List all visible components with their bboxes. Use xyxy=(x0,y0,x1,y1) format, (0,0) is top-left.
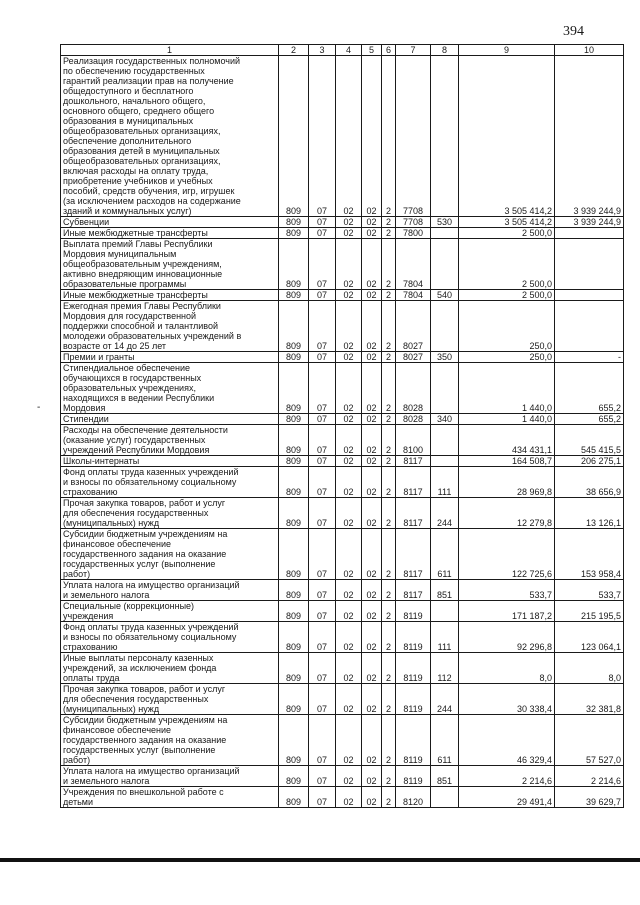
table-row xyxy=(61,684,624,715)
cell-col-8: 111 xyxy=(431,622,459,653)
cell-col-10 xyxy=(555,301,624,352)
table-row xyxy=(61,56,624,217)
cell-col-2: 809 xyxy=(279,425,309,456)
cell-col-3: 07 xyxy=(309,715,336,766)
row-description: Субсидии бюджетным учреждениям на финансовое обеспечение государственного задания на оказание государственных услуг (выполнение работ) xyxy=(61,715,279,766)
cell-col-10: 2 214,6 xyxy=(555,766,624,787)
cell-col-5: 02 xyxy=(362,363,382,414)
cell-col-10: 3 939 244,9 xyxy=(555,217,624,228)
cell-col-10: 57 527,0 xyxy=(555,715,624,766)
row-description: Субвенции xyxy=(61,217,279,228)
cell-col-6: 2 xyxy=(382,56,396,217)
table-row xyxy=(61,217,624,228)
cell-col-7: 7804 xyxy=(396,290,431,301)
cell-col-8 xyxy=(431,425,459,456)
table-row xyxy=(61,301,624,352)
cell-col-2: 809 xyxy=(279,498,309,529)
cell-col-4: 02 xyxy=(336,601,362,622)
table-row xyxy=(61,653,624,684)
cell-col-2: 809 xyxy=(279,456,309,467)
cell-col-8: 530 xyxy=(431,217,459,228)
cell-col-5: 02 xyxy=(362,766,382,787)
cell-col-6: 2 xyxy=(382,425,396,456)
column-header-10: 10 xyxy=(555,45,624,56)
cell-col-6: 2 xyxy=(382,352,396,363)
cell-col-7: 8117 xyxy=(396,498,431,529)
row-description: Выплата премий Главы Республики Мордовия муниципальным общеобразовательным учреждениям, активно внедряющим инновационные образовательные программы xyxy=(61,239,279,290)
cell-col-2: 809 xyxy=(279,787,309,808)
cell-col-10: 206 275,1 xyxy=(555,456,624,467)
table-row xyxy=(61,601,624,622)
cell-col-2: 809 xyxy=(279,684,309,715)
cell-col-8 xyxy=(431,56,459,217)
cell-col-2: 809 xyxy=(279,239,309,290)
cell-col-3: 07 xyxy=(309,653,336,684)
cell-col-2: 809 xyxy=(279,580,309,601)
cell-col-5: 02 xyxy=(362,56,382,217)
column-header-1: 1 xyxy=(61,45,279,56)
row-description: Ежегодная премия Главы Республики Мордовия для государственной поддержки способной и талантливой молодежи образовательных учреждений в возрасте от 14 до 25 лет xyxy=(61,301,279,352)
cell-col-7: 7708 xyxy=(396,217,431,228)
cell-col-3: 07 xyxy=(309,217,336,228)
cell-col-10: 215 195,5 xyxy=(555,601,624,622)
cell-col-7: 8119 xyxy=(396,601,431,622)
cell-col-10: 533,7 xyxy=(555,580,624,601)
row-description: Расходы на обеспечение деятельности (оказание услуг) государственных учреждений Республики Мордовия xyxy=(61,425,279,456)
cell-col-10: 123 064,1 xyxy=(555,622,624,653)
cell-col-7: 8117 xyxy=(396,529,431,580)
cell-col-3: 07 xyxy=(309,228,336,239)
cell-col-10: 545 415,5 xyxy=(555,425,624,456)
cell-col-6: 2 xyxy=(382,414,396,425)
cell-col-8 xyxy=(431,363,459,414)
row-description: Иные межбюджетные трансферты xyxy=(61,228,279,239)
cell-col-2: 809 xyxy=(279,228,309,239)
cell-col-6: 2 xyxy=(382,467,396,498)
cell-col-7: 7708 xyxy=(396,56,431,217)
cell-col-7: 7804 xyxy=(396,239,431,290)
cell-col-6: 2 xyxy=(382,239,396,290)
cell-col-4: 02 xyxy=(336,228,362,239)
cell-col-2: 809 xyxy=(279,467,309,498)
cell-col-9: 164 508,7 xyxy=(459,456,555,467)
cell-col-4: 02 xyxy=(336,580,362,601)
row-description: Фонд оплаты труда казенных учреждений и взносы по обязательному социальному страхованию xyxy=(61,622,279,653)
row-description: Прочая закупка товаров, работ и услуг для обеспечения государственных (муниципальных) нужд xyxy=(61,684,279,715)
cell-col-7: 8100 xyxy=(396,425,431,456)
cell-col-10: 39 629,7 xyxy=(555,787,624,808)
cell-col-6: 2 xyxy=(382,290,396,301)
row-description: Специальные (коррекционные) учреждения xyxy=(61,601,279,622)
cell-col-9: 1 440,0 xyxy=(459,414,555,425)
cell-col-4: 02 xyxy=(336,217,362,228)
cell-col-4: 02 xyxy=(336,425,362,456)
cell-col-7: 7800 xyxy=(396,228,431,239)
cell-col-2: 809 xyxy=(279,352,309,363)
cell-col-4: 02 xyxy=(336,787,362,808)
cell-col-8: 350 xyxy=(431,352,459,363)
column-header-6: 6 xyxy=(382,45,396,56)
cell-col-5: 02 xyxy=(362,414,382,425)
cell-col-3: 07 xyxy=(309,56,336,217)
cell-col-2: 809 xyxy=(279,217,309,228)
cell-col-6: 2 xyxy=(382,684,396,715)
table-row xyxy=(61,715,624,766)
cell-col-3: 07 xyxy=(309,787,336,808)
column-header-3: 3 xyxy=(309,45,336,56)
row-description: Уплата налога на имущество организаций и земельного налога xyxy=(61,580,279,601)
cell-col-5: 02 xyxy=(362,529,382,580)
cell-col-8 xyxy=(431,239,459,290)
cell-col-9: 122 725,6 xyxy=(459,529,555,580)
cell-col-7: 8120 xyxy=(396,787,431,808)
row-description: Иные выплаты персоналу казенных учреждений, за исключением фонда оплаты труда xyxy=(61,653,279,684)
table-row xyxy=(61,622,624,653)
cell-col-9: 3 505 414,2 xyxy=(459,56,555,217)
cell-col-6: 2 xyxy=(382,715,396,766)
cell-col-5: 02 xyxy=(362,622,382,653)
cell-col-8: 244 xyxy=(431,498,459,529)
cell-col-7: 8028 xyxy=(396,363,431,414)
cell-col-8 xyxy=(431,787,459,808)
cell-col-6: 2 xyxy=(382,529,396,580)
cell-col-7: 8027 xyxy=(396,301,431,352)
cell-col-5: 02 xyxy=(362,456,382,467)
cell-col-10: 153 958,4 xyxy=(555,529,624,580)
cell-col-9: 8,0 xyxy=(459,653,555,684)
cell-col-4: 02 xyxy=(336,363,362,414)
row-description: Стипендиальное обеспечение обучающихся в государственных образовательных учреждениях, находящихся в ведении Республики Мордовия xyxy=(61,363,279,414)
cell-col-4: 02 xyxy=(336,301,362,352)
cell-col-5: 02 xyxy=(362,425,382,456)
cell-col-2: 809 xyxy=(279,301,309,352)
cell-col-2: 809 xyxy=(279,653,309,684)
cell-col-2: 809 xyxy=(279,601,309,622)
page-number: 394 xyxy=(563,24,584,39)
cell-col-10: 3 939 244,9 xyxy=(555,56,624,217)
cell-col-10: 655,2 xyxy=(555,363,624,414)
cell-col-8 xyxy=(431,301,459,352)
cell-col-2: 809 xyxy=(279,766,309,787)
cell-col-9: 29 491,4 xyxy=(459,787,555,808)
cell-col-8: 244 xyxy=(431,684,459,715)
cell-col-10: 655,2 xyxy=(555,414,624,425)
cell-col-8: 851 xyxy=(431,580,459,601)
cell-col-3: 07 xyxy=(309,766,336,787)
cell-col-5: 02 xyxy=(362,239,382,290)
cell-col-10 xyxy=(555,228,624,239)
table-row xyxy=(61,425,624,456)
cell-col-4: 02 xyxy=(336,653,362,684)
table-row xyxy=(61,239,624,290)
cell-col-5: 02 xyxy=(362,787,382,808)
column-header-8: 8 xyxy=(431,45,459,56)
cell-col-8: 540 xyxy=(431,290,459,301)
cell-col-9: 30 338,4 xyxy=(459,684,555,715)
table-row xyxy=(61,580,624,601)
cell-col-7: 8119 xyxy=(396,766,431,787)
cell-col-2: 809 xyxy=(279,715,309,766)
cell-col-9: 250,0 xyxy=(459,352,555,363)
cell-col-5: 02 xyxy=(362,580,382,601)
cell-col-9: 250,0 xyxy=(459,301,555,352)
cell-col-5: 02 xyxy=(362,352,382,363)
cell-col-10: - xyxy=(555,352,624,363)
cell-col-5: 02 xyxy=(362,217,382,228)
table-row xyxy=(61,414,624,425)
cell-col-9: 92 296,8 xyxy=(459,622,555,653)
row-description: Иные межбюджетные трансферты xyxy=(61,290,279,301)
cell-col-10: 8,0 xyxy=(555,653,624,684)
cell-col-7: 8028 xyxy=(396,414,431,425)
row-description: Школы-интернаты xyxy=(61,456,279,467)
cell-col-10: 32 381,8 xyxy=(555,684,624,715)
row-description: Реализация государственных полномочий по обеспечению государственных гарантий реализации прав на получение общедоступного и бесплатного дошкольного, начального общего, основного общего, среднего общего образования в муниципальных общеобразовательных организациях, обеспечение дополнительного образования детей в муниципальных общеобразовательных организациях, включая расходы на оплату труда, приобретение учебников и учебных пособий, средств обучения, игр, игрушек (за исключением расходов на содержание зданий и коммунальных услуг) xyxy=(61,56,279,217)
cell-col-8 xyxy=(431,228,459,239)
cell-col-7: 8119 xyxy=(396,684,431,715)
row-description: Прочая закупка товаров, работ и услуг для обеспечения государственных (муниципальных) нужд xyxy=(61,498,279,529)
cell-col-3: 07 xyxy=(309,601,336,622)
cell-col-4: 02 xyxy=(336,684,362,715)
table-row xyxy=(61,498,624,529)
table-row xyxy=(61,787,624,808)
cell-col-3: 07 xyxy=(309,290,336,301)
column-header-4: 4 xyxy=(336,45,362,56)
cell-col-8: 611 xyxy=(431,529,459,580)
table-row xyxy=(61,290,624,301)
table-row xyxy=(61,766,624,787)
cell-col-9: 46 329,4 xyxy=(459,715,555,766)
cell-col-8: 340 xyxy=(431,414,459,425)
cell-col-3: 07 xyxy=(309,414,336,425)
cell-col-5: 02 xyxy=(362,684,382,715)
column-header-2: 2 xyxy=(279,45,309,56)
cell-col-8: 111 xyxy=(431,467,459,498)
cell-col-6: 2 xyxy=(382,363,396,414)
cell-col-10: 13 126,1 xyxy=(555,498,624,529)
cell-col-6: 2 xyxy=(382,301,396,352)
row-description: Учреждения по внешкольной работе с детьми xyxy=(61,787,279,808)
cell-col-3: 07 xyxy=(309,239,336,290)
cell-col-4: 02 xyxy=(336,766,362,787)
cell-col-6: 2 xyxy=(382,580,396,601)
cell-col-6: 2 xyxy=(382,653,396,684)
cell-col-6: 2 xyxy=(382,622,396,653)
cell-col-9: 3 505 414,2 xyxy=(459,217,555,228)
cell-col-5: 02 xyxy=(362,467,382,498)
cell-col-7: 8117 xyxy=(396,456,431,467)
cell-col-4: 02 xyxy=(336,498,362,529)
cell-col-9: 2 214,6 xyxy=(459,766,555,787)
cell-col-3: 07 xyxy=(309,456,336,467)
row-description: Фонд оплаты труда казенных учреждений и взносы по обязательному социальному страхованию xyxy=(61,467,279,498)
cell-col-3: 07 xyxy=(309,301,336,352)
cell-col-2: 809 xyxy=(279,290,309,301)
margin-mark: - xyxy=(37,402,41,413)
row-description: Уплата налога на имущество организаций и земельного налога xyxy=(61,766,279,787)
cell-col-6: 2 xyxy=(382,766,396,787)
cell-col-6: 2 xyxy=(382,456,396,467)
cell-col-9: 2 500,0 xyxy=(459,239,555,290)
table-row xyxy=(61,363,624,414)
column-header-5: 5 xyxy=(362,45,382,56)
table-body xyxy=(61,56,624,808)
cell-col-4: 02 xyxy=(336,239,362,290)
row-description: Стипендии xyxy=(61,414,279,425)
cell-col-9: 28 969,8 xyxy=(459,467,555,498)
cell-col-6: 2 xyxy=(382,228,396,239)
column-header-7: 7 xyxy=(396,45,431,56)
cell-col-7: 8119 xyxy=(396,653,431,684)
cell-col-9: 2 500,0 xyxy=(459,290,555,301)
cell-col-4: 02 xyxy=(336,290,362,301)
row-description: Субсидии бюджетным учреждениям на финансовое обеспечение государственного задания на оказание государственных услуг (выполнение работ) xyxy=(61,529,279,580)
cell-col-6: 2 xyxy=(382,498,396,529)
cell-col-2: 809 xyxy=(279,529,309,580)
cell-col-9: 171 187,2 xyxy=(459,601,555,622)
table-row xyxy=(61,456,624,467)
cell-col-3: 07 xyxy=(309,622,336,653)
cell-col-4: 02 xyxy=(336,467,362,498)
cell-col-8 xyxy=(431,601,459,622)
cell-col-6: 2 xyxy=(382,217,396,228)
cell-col-3: 07 xyxy=(309,529,336,580)
cell-col-6: 2 xyxy=(382,601,396,622)
cell-col-3: 07 xyxy=(309,580,336,601)
cell-col-3: 07 xyxy=(309,425,336,456)
cell-col-4: 02 xyxy=(336,529,362,580)
cell-col-4: 02 xyxy=(336,414,362,425)
cell-col-8 xyxy=(431,456,459,467)
cell-col-8: 851 xyxy=(431,766,459,787)
cell-col-8: 611 xyxy=(431,715,459,766)
cell-col-4: 02 xyxy=(336,56,362,217)
cell-col-3: 07 xyxy=(309,467,336,498)
row-description: Премии и гранты xyxy=(61,352,279,363)
cell-col-5: 02 xyxy=(362,653,382,684)
cell-col-8: 112 xyxy=(431,653,459,684)
cell-col-9: 12 279,8 xyxy=(459,498,555,529)
cell-col-9: 434 431,1 xyxy=(459,425,555,456)
cell-col-10: 38 656,9 xyxy=(555,467,624,498)
table-row xyxy=(61,228,624,239)
cell-col-2: 809 xyxy=(279,622,309,653)
cell-col-9: 533,7 xyxy=(459,580,555,601)
cell-col-2: 809 xyxy=(279,363,309,414)
cell-col-4: 02 xyxy=(336,456,362,467)
cell-col-4: 02 xyxy=(336,715,362,766)
cell-col-3: 07 xyxy=(309,498,336,529)
column-header-9: 9 xyxy=(459,45,555,56)
cell-col-7: 8027 xyxy=(396,352,431,363)
cell-col-2: 809 xyxy=(279,414,309,425)
cell-col-10 xyxy=(555,290,624,301)
cell-col-3: 07 xyxy=(309,363,336,414)
cell-col-5: 02 xyxy=(362,228,382,239)
cell-col-7: 8117 xyxy=(396,467,431,498)
cell-col-7: 8117 xyxy=(396,580,431,601)
cell-col-5: 02 xyxy=(362,301,382,352)
cell-col-3: 07 xyxy=(309,352,336,363)
cell-col-4: 02 xyxy=(336,622,362,653)
bottom-divider xyxy=(0,858,640,862)
cell-col-7: 8119 xyxy=(396,622,431,653)
cell-col-4: 02 xyxy=(336,352,362,363)
table-row xyxy=(61,352,624,363)
header-row xyxy=(61,45,624,56)
cell-col-5: 02 xyxy=(362,498,382,529)
cell-col-5: 02 xyxy=(362,290,382,301)
cell-col-10 xyxy=(555,239,624,290)
cell-col-5: 02 xyxy=(362,715,382,766)
table-row xyxy=(61,467,624,498)
cell-col-2: 809 xyxy=(279,56,309,217)
cell-col-7: 8119 xyxy=(396,715,431,766)
budget-table xyxy=(60,44,624,808)
cell-col-3: 07 xyxy=(309,684,336,715)
cell-col-9: 1 440,0 xyxy=(459,363,555,414)
cell-col-9: 2 500,0 xyxy=(459,228,555,239)
cell-col-5: 02 xyxy=(362,601,382,622)
cell-col-6: 2 xyxy=(382,787,396,808)
table-row xyxy=(61,529,624,580)
